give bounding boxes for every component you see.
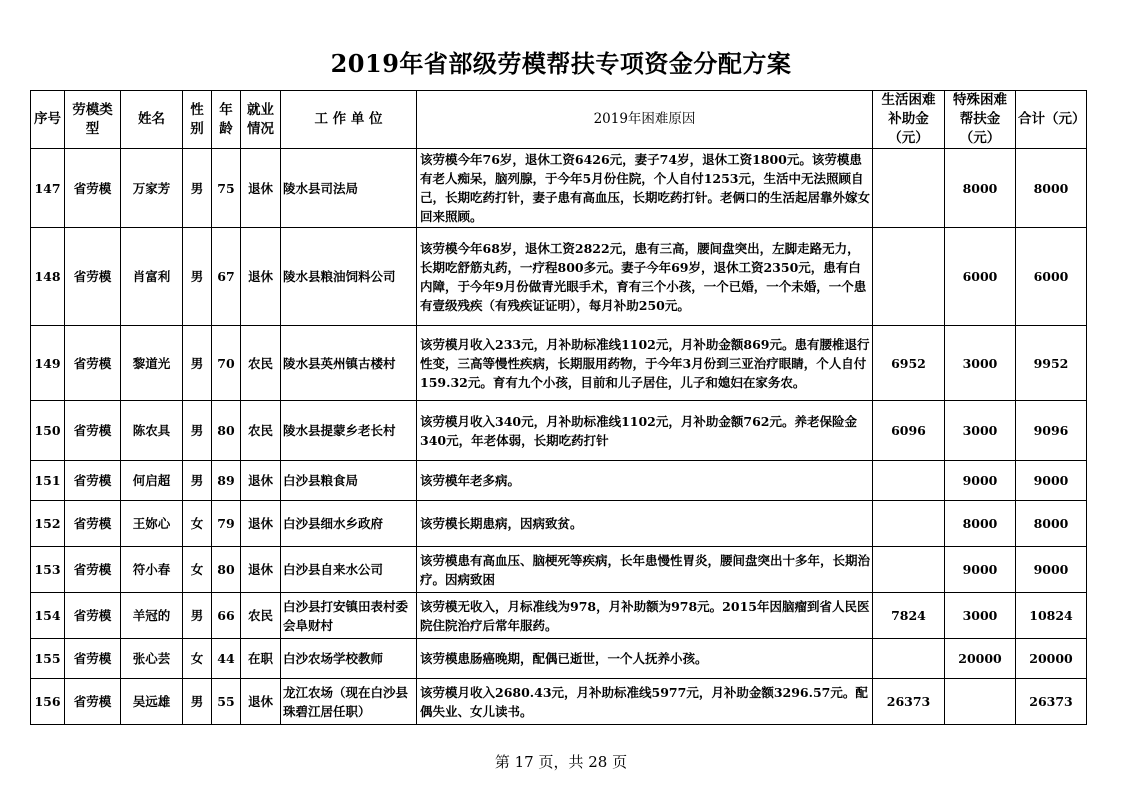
cell-age: 80	[212, 401, 241, 461]
cell-total: 20000	[1016, 639, 1087, 679]
cell-seq: 153	[31, 547, 65, 593]
header-unit: 工 作 单 位	[281, 91, 417, 149]
cell-seq: 151	[31, 461, 65, 501]
cell-special: 9000	[945, 461, 1016, 501]
header-living-subsidy: 生活困难补助金（元）	[873, 91, 945, 149]
cell-reason: 该劳模月收入2680.43元，月补助标准线5977元，月补助金额3296.57元。配偶失业、女儿读书。	[417, 679, 873, 725]
cell-seq: 148	[31, 228, 65, 326]
cell-reason: 该劳模今年68岁，退休工资2822元，患有三高，腰间盘突出，左脚走路无力，长期吃舒筋丸药，一疗程800多元。妻子今年69岁，退休工资2350元，患有白内障，于今年9月份做青光眼手术，育有三个小孩，一个已婚，一个未婚，一个患有壹级残疾（有残疾证证明），每月补助250元。	[417, 228, 873, 326]
cell-reason: 该劳模今年76岁，退休工资6426元，妻子74岁，退休工资1800元。该劳模患有老人痴呆，脑列腺，于今年5月份住院，个人自付1253元，生活中无法照顾自己，长期吃药打针，妻子患有高血压，长期吃药打针。老俩口的生活起居靠外嫁女回来照顾。	[417, 149, 873, 228]
header-row	[31, 91, 1087, 149]
cell-employment: 农民	[241, 401, 281, 461]
cell-employment: 退休	[241, 501, 281, 547]
cell-special: 6000	[945, 228, 1016, 326]
cell-name: 吴远雄	[121, 679, 183, 725]
cell-reason: 该劳模月收入340元，月补助标准线1102元，月补助金额762元。养老保险金340元，年老体弱，长期吃药打针	[417, 401, 873, 461]
cell-seq: 152	[31, 501, 65, 547]
cell-seq: 154	[31, 593, 65, 639]
cell-age: 80	[212, 547, 241, 593]
table-row	[31, 228, 1087, 326]
table-row	[31, 326, 1087, 401]
cell-gender: 女	[183, 501, 212, 547]
cell-gender: 女	[183, 547, 212, 593]
header-gender: 性别	[183, 91, 212, 149]
cell-name: 肖富利	[121, 228, 183, 326]
table-row	[31, 461, 1087, 501]
cell-special: 3000	[945, 401, 1016, 461]
cell-total: 9096	[1016, 401, 1087, 461]
cell-age: 66	[212, 593, 241, 639]
cell-seq: 147	[31, 149, 65, 228]
table-row	[31, 639, 1087, 679]
cell-unit: 龙江农场（现在白沙县珠碧江居任职）	[281, 679, 417, 725]
table-row	[31, 547, 1087, 593]
cell-type: 省劳模	[65, 401, 121, 461]
cell-living: 6096	[873, 401, 945, 461]
cell-unit: 陵水县提蒙乡老长村	[281, 401, 417, 461]
page-footer: 第 17 页，共 28 页	[494, 753, 628, 771]
header-employment: 就业情况	[241, 91, 281, 149]
cell-reason: 该劳模无收入，月标准线为978，月补助额为978元。2015年因脑瘤到省人民医院住院治疗后常年服药。	[417, 593, 873, 639]
cell-total: 9000	[1016, 547, 1087, 593]
cell-total: 9952	[1016, 326, 1087, 401]
header-name: 姓名	[121, 91, 183, 149]
cell-gender: 男	[183, 149, 212, 228]
cell-type: 省劳模	[65, 593, 121, 639]
cell-living: 7824	[873, 593, 945, 639]
cell-total: 10824	[1016, 593, 1087, 639]
cell-unit: 白沙县粮食局	[281, 461, 417, 501]
cell-type: 省劳模	[65, 461, 121, 501]
cell-name: 符小春	[121, 547, 183, 593]
cell-reason: 该劳模患有高血压、脑梗死等疾病，长年患慢性胃炎，腰间盘突出十多年，长期治疗。因病致困	[417, 547, 873, 593]
cell-age: 55	[212, 679, 241, 725]
cell-reason: 该劳模月收入233元，月补助标准线1102元，月补助金额869元。患有腰椎退行性变，三高等慢性疾病，长期服用药物，于今年3月份到三亚治疗眼睛，个人自付159.32元。育有九个小孩，目前和儿子居住，儿子和媳妇在家务农。	[417, 326, 873, 401]
cell-employment: 退休	[241, 547, 281, 593]
cell-reason: 该劳模长期患病，因病致贫。	[417, 501, 873, 547]
cell-gender: 男	[183, 679, 212, 725]
cell-employment: 退休	[241, 149, 281, 228]
cell-reason: 该劳模年老多病。	[417, 461, 873, 501]
cell-unit: 白沙县细水乡政府	[281, 501, 417, 547]
header-type: 劳模类型	[65, 91, 121, 149]
cell-age: 89	[212, 461, 241, 501]
page-title: 2019年省部级劳模帮扶专项资金分配方案	[330, 49, 792, 78]
cell-type: 省劳模	[65, 501, 121, 547]
cell-type: 省劳模	[65, 639, 121, 679]
cell-age: 75	[212, 149, 241, 228]
cell-type: 省劳模	[65, 679, 121, 725]
cell-gender: 男	[183, 401, 212, 461]
cell-special: 9000	[945, 547, 1016, 593]
cell-living: 26373	[873, 679, 945, 725]
cell-name: 羊冠的	[121, 593, 183, 639]
cell-unit: 陵水县粮油饲料公司	[281, 228, 417, 326]
table-row	[31, 149, 1087, 228]
cell-special: 3000	[945, 593, 1016, 639]
cell-seq: 149	[31, 326, 65, 401]
cell-name: 张心芸	[121, 639, 183, 679]
cell-unit: 白沙农场学校教师	[281, 639, 417, 679]
cell-name: 何启超	[121, 461, 183, 501]
cell-special: 20000	[945, 639, 1016, 679]
cell-unit: 白沙县打安镇田表村委会阜财村	[281, 593, 417, 639]
cell-special: 8000	[945, 501, 1016, 547]
cell-age: 44	[212, 639, 241, 679]
table-row	[31, 501, 1087, 547]
cell-special: 3000	[945, 326, 1016, 401]
cell-type: 省劳模	[65, 326, 121, 401]
allocation-table	[30, 90, 1087, 725]
cell-employment: 退休	[241, 679, 281, 725]
cell-name: 王妳心	[121, 501, 183, 547]
cell-name: 万家芳	[121, 149, 183, 228]
cell-seq: 156	[31, 679, 65, 725]
cell-seq: 155	[31, 639, 65, 679]
cell-special: 8000	[945, 149, 1016, 228]
cell-employment: 在职	[241, 639, 281, 679]
cell-total: 8000	[1016, 149, 1087, 228]
cell-living	[873, 149, 945, 228]
cell-living	[873, 228, 945, 326]
cell-name: 陈农具	[121, 401, 183, 461]
header-total: 合计（元）	[1016, 91, 1087, 149]
cell-employment: 农民	[241, 593, 281, 639]
cell-gender: 男	[183, 593, 212, 639]
cell-employment: 退休	[241, 461, 281, 501]
cell-reason: 该劳模患肠癌晚期，配偶已逝世，一个人抚养小孩。	[417, 639, 873, 679]
table-row	[31, 679, 1087, 725]
cell-gender: 男	[183, 326, 212, 401]
cell-unit: 陵水县司法局	[281, 149, 417, 228]
cell-seq: 150	[31, 401, 65, 461]
cell-employment: 退休	[241, 228, 281, 326]
cell-gender: 男	[183, 461, 212, 501]
cell-type: 省劳模	[65, 228, 121, 326]
cell-name: 黎道光	[121, 326, 183, 401]
header-seq: 序号	[31, 91, 65, 149]
header-special-aid: 特殊困难帮扶金（元）	[945, 91, 1016, 149]
table-row	[31, 593, 1087, 639]
cell-total: 6000	[1016, 228, 1087, 326]
cell-total: 9000	[1016, 461, 1087, 501]
cell-living	[873, 547, 945, 593]
header-age: 年龄	[212, 91, 241, 149]
table-row	[31, 401, 1087, 461]
cell-type: 省劳模	[65, 547, 121, 593]
cell-type: 省劳模	[65, 149, 121, 228]
cell-gender: 女	[183, 639, 212, 679]
cell-unit: 陵水县英州镇古楼村	[281, 326, 417, 401]
cell-living	[873, 461, 945, 501]
cell-living: 6952	[873, 326, 945, 401]
cell-unit: 白沙县自来水公司	[281, 547, 417, 593]
cell-gender: 男	[183, 228, 212, 326]
cell-age: 70	[212, 326, 241, 401]
cell-age: 79	[212, 501, 241, 547]
cell-living	[873, 639, 945, 679]
cell-living	[873, 501, 945, 547]
cell-special	[945, 679, 1016, 725]
cell-age: 67	[212, 228, 241, 326]
cell-total: 26373	[1016, 679, 1087, 725]
cell-employment: 农民	[241, 326, 281, 401]
cell-total: 8000	[1016, 501, 1087, 547]
header-reason: 2019年困难原因	[417, 91, 873, 149]
